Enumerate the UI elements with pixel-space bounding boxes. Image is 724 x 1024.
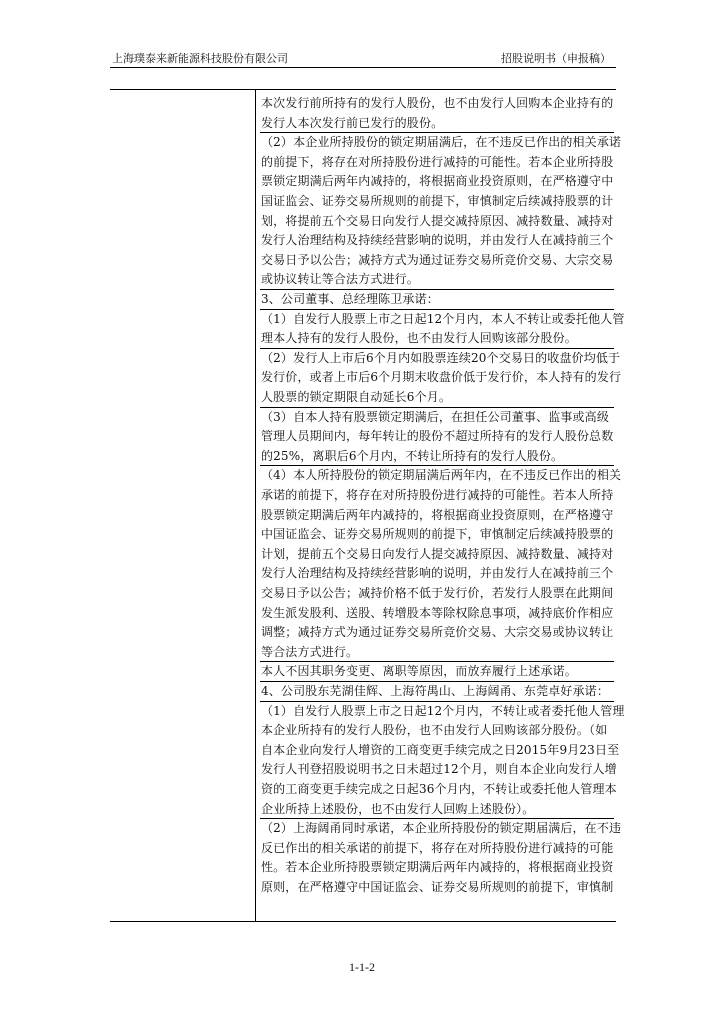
body-text-line: 的25%，离职后6个月内，不转让所持有的发行人股份。 (261, 448, 564, 463)
header-company-name: 上海璞泰来新能源科技股份有限公司 (112, 52, 288, 65)
body-text-line: 发行价，或者上市后6个月期末收盘价低于发行价，本人持有的发行 (261, 370, 622, 385)
body-text-line: 票锁定期满后两年内减持的，将根据商业投资原则，在严格遵守中 (261, 174, 614, 189)
body-text-line: 3、公司董事、总经理陈卫承诺： (261, 292, 439, 306)
body-text-line: 发生派发股利、送股、转增股本等除权除息事项，减持底价作相应 (261, 605, 614, 620)
commitment-table (110, 89, 625, 922)
body-text-line: （2）上海阔甬同时承诺，本企业所持股份的锁定期届满后，在不违 (261, 821, 622, 836)
body-text-line: 发行人刊登招股说明书之日未超过12个月，则自本企业向发行人增 (261, 762, 617, 777)
body-text-line: 本企业所持有的发行人股份，也不由发行人回购该部分股份。（如 (261, 723, 608, 738)
body-text-line: 原则，在严格遵守中国证监会、证券交易所规则的前提下，审慎制 (261, 880, 614, 894)
body-text-line: 人股票的锁定期限自动延长6个月。 (261, 390, 452, 404)
body-text-line: 的前提下，将存在对所持股份进行减持的可能性。若本企业所持股 (261, 154, 614, 169)
body-text-line: 性。若本企业所持股票锁定期满后两年内减持的，将根据商业投资 (261, 860, 614, 875)
body-text-line: 资的工商变更手续完成之日起36个月内，不转让或委托他人管理本 (261, 782, 617, 796)
body-text-line: 发行人本次发行前已发行的股份。 (261, 115, 444, 130)
body-text-line: 或协议转让等合法方式进行。 (261, 272, 419, 287)
body-text-line: 股票锁定期满后两年内减持的，将根据商业投资原则，在严格遵守 (261, 507, 614, 522)
body-text-line: 自本企业向发行人增资的工商变更手续完成之日2015年9月23日至 (261, 742, 620, 757)
body-text-line: 国证监会、证券交易所规则的前提下，审慎制定后续减持股票的计 (261, 194, 614, 208)
body-text-line: 管理人员期间内，每年转让的股份不超过所持有的发行人股份总数 (261, 429, 614, 444)
body-text-line: 计划，提前五个交易日向发行人提交减持原因、减持数量、减持对 (261, 546, 614, 561)
body-text-line: 中国证监会、证券交易所规则的前提下，审慎制定后续减持股票的 (261, 527, 614, 542)
body-text-line: 本次发行前所持有的发行人股份，也不由发行人回购本企业持有的 (261, 96, 614, 110)
body-text-line: 企业所持上述股份，也不由发行人回购上述股份）。 (261, 801, 535, 816)
body-text-line: 划，将提前五个交易日向发行人提交减持原因、减持数量、减持对 (261, 213, 614, 228)
body-text-line: （2）发行人上市后6个月内如股票连续20个交易日的收盘价均低于 (261, 350, 621, 365)
body-text-line: （1）自发行人股票上市之日起12个月内，不转让或者委托他人管理 (261, 703, 625, 718)
header-rule (110, 67, 616, 68)
body-text-line: 发行人治理结构及持续经营影响的说明，并由发行人在减持前三个 (261, 566, 614, 581)
page-header (112, 50, 615, 66)
body-text-line: 反已作出的相关承诺的前提下，将存在对所持股份进行减持的可能 (261, 840, 614, 855)
body-text-line: 交易日予以公告；减持方式为通过证券交易所竞价交易、大宗交易 (261, 252, 614, 267)
page-number: 1-1-2 (349, 960, 375, 974)
header-document-title: 招股说明书（申报稿） (501, 52, 611, 65)
table-left-cell (110, 90, 256, 921)
body-text-line: 承诺的前提下，将存在对所持股份进行减持的可能性。若本人所持 (261, 488, 614, 502)
body-text-line: （3）自本人持有股票锁定期满后，在担任公司董事、监事或高级 (261, 409, 609, 424)
body-text-line: 理本人持有的发行人股份，也不由发行人回购该部分股份。 (261, 331, 577, 346)
body-text-line: 等合法方式进行。 (261, 644, 359, 659)
body-text-line: （2）本企业所持股份的锁定期届满后，在不违反已作出的相关承诺 (261, 135, 622, 150)
body-text-line: 交易日予以公告；减持价格不低于发行价，若发行人股票在此期间 (261, 586, 614, 600)
body-text-line: 发行人治理结构及持续经营影响的说明，并由发行人在减持前三个 (261, 233, 614, 248)
body-text-line: （1）自发行人股票上市之日起12个月内，本人不转让或委托他人管 (261, 311, 625, 326)
body-text-line: 调整；减持方式为通过证券交易所竞价交易、大宗交易或协议转让 (261, 625, 614, 640)
body-text-line: （4）本人所持股份的锁定期届满后两年内，在不违反已作出的相关 (261, 468, 622, 483)
table-right-cell (256, 90, 625, 921)
body-text-line: 4、公司股东芜湖佳辉、上海符禺山、上海阔甬、东莞卓好承诺： (261, 684, 609, 698)
body-text-line: 本人不因其职务变更、离职等原因，而放弃履行上述承诺。 (261, 664, 577, 679)
